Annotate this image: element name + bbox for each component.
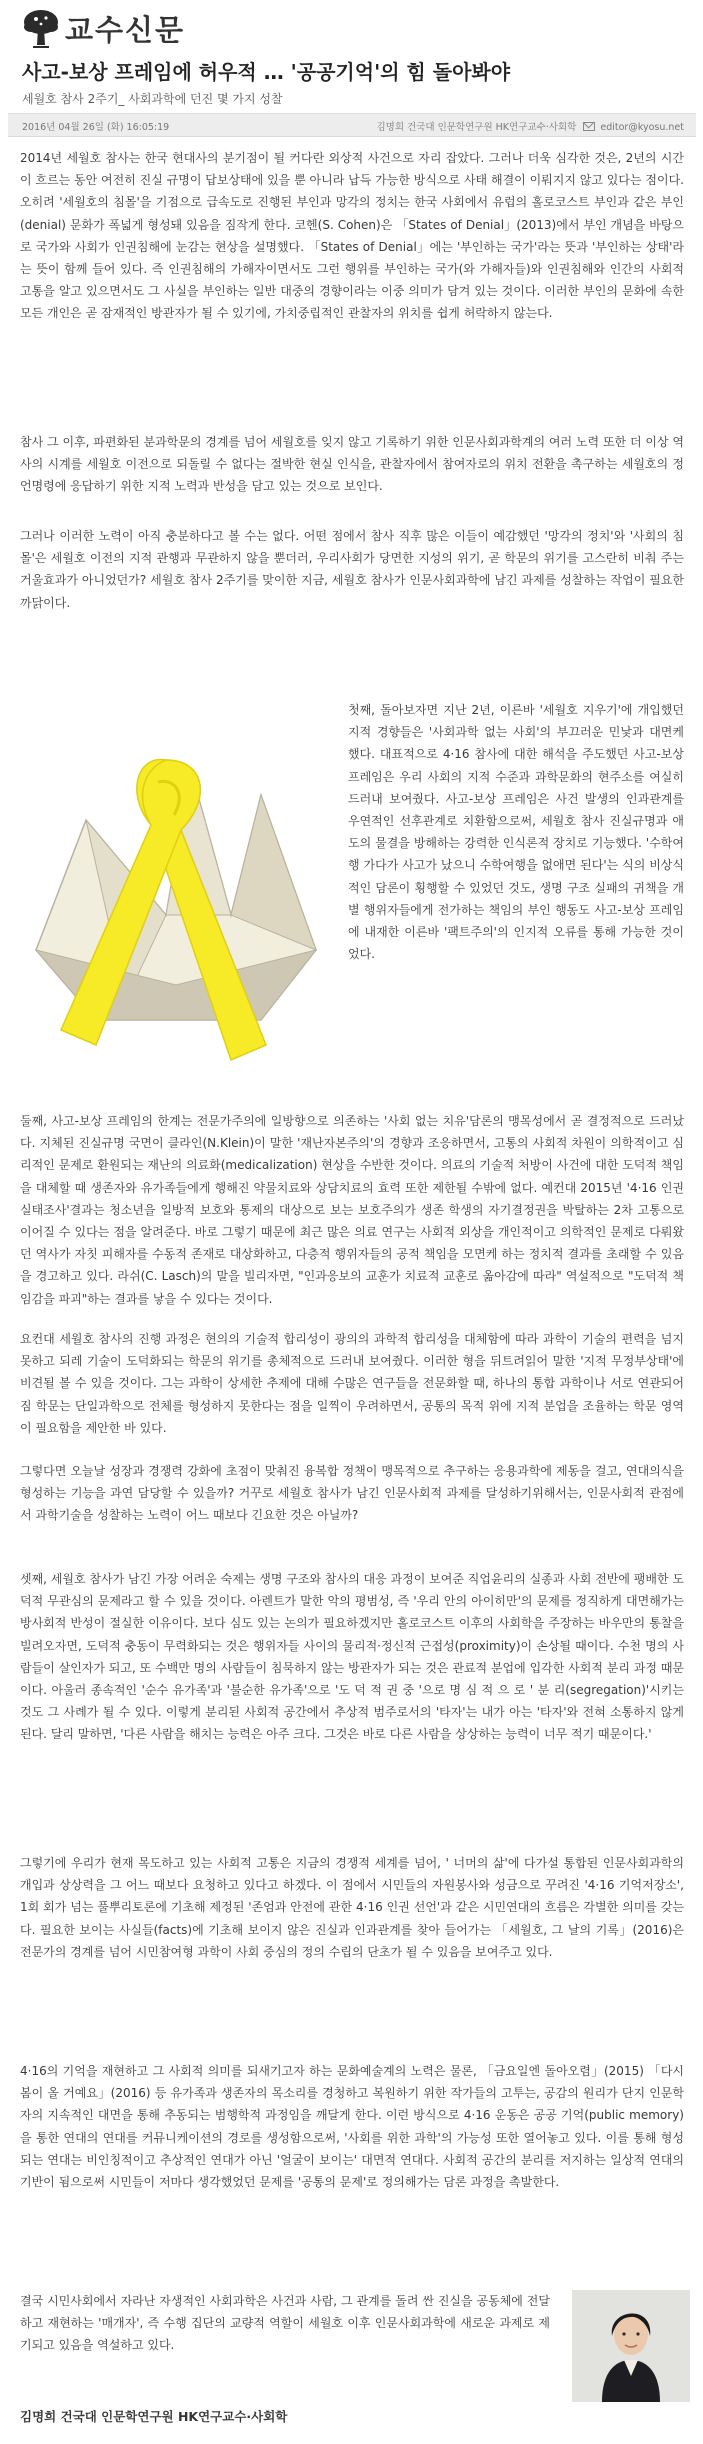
article-meta-bar (8, 113, 696, 137)
article-subhead: 세월호 참사 2주기_ 사회과학에 던진 몇 가지 성찰 (22, 92, 283, 106)
article-paragraph-4: 첫째, 돌아보자면 지난 2년, 이른바 '세월호 지우기'에 개입했던 지적 경향들은 '사회과학 없는 사회'의 부끄러운 민낯과 대면케 했다. 대표적으로 4·16 참사에 대한 해석을 주도했던 사고-보상 프레임은 우리 사회의 지적 수준과 과학문화의 현주소를 여실히 드러내 보여줬다. 사고-보상 프레임은 사건 발생의 인과관계를 우연적인 선후관계로 치환함으로써, 세월호 참사 진실규명과 애도의 물결을 방해하는 강력한 인식론적 장치로 기능했다. '수학여행 가다가 사고가 났으니 수학여행을 없애면 된다'는 식의 비상식적인 담론이 횡행할 수 있었던 것도, 생명 구조 실패의 귀책을 개별 행위자들에게 전가하는 책임의 부인 행동도 사고-보상 프레임에 내재한 이른바 '팩트주의'의 인지적 오류를 통해 가능한 것이었다. (348, 703, 684, 962)
article-paragraph-6: 요컨대 세월호 참사의 진행 과정은 현의의 기술적 합리성이 광의의 과학적 합리성을 대체함에 따라 과학이 기술의 편력을 넘지 못하고 되레 기술이 도덕화되는 학문의 위기를 총체적으로 드러내 보여줬다. 이러한 형을 뒤트려읽어 말한 '지적 무정부상태'에 비견될 볼 수 있을 것이다. 그는 과학이 상세한 추제에 대해 수많은 연구들을 전문화할 때, 하나의 통합 과학이나 서로 연관되어짐 학문는 단일과학으로 전체를 형성하지 못한다는 점을 일찍이 우려하면서, 공통의 목적 위에 지적 분업을 조율하는 학문 영역이 필요함을 제안한 바 있다. (20, 1332, 684, 1435)
article-paragraph-9: 그렇기에 우리가 현재 목도하고 있는 사회적 고통은 지금의 경쟁적 세계를 넘어, ' 너머의 삶'에 다가설 통합된 인문사회과학의 개입과 상상력을 그 어느 때보다 요청하고 있다고 하겠다. 이 점에서 시민들의 자원봉사와 성금으로 꾸려진 '4·16 기억저장소', 1회 회가 넘는 풀뿌리토론에 기초해 제정된 '존엄과 안전에 관한 4·16 인권 선언'과 같은 시민연대의 흐름은 각별한 의미를 갖는다. 필요한 보이는 사실들(facts)에 기초해 보이지 않은 진실과 인과관계를 찾아 들어가는 「세월호, 그 날의 기록」(2016)은 전문가의 경계를 넘어 시민참여형 과학이 사회 중심의 정의 수립의 단초가 될 수 있음을 보여주고 있다. (20, 1856, 684, 1959)
article-paragraph-2: 참사 그 이후, 파편화된 분과학문의 경계를 넘어 세월호를 잊지 않고 기록하기 위한 인문사회과학계의 여러 노력 또한 더 이상 역사의 시계를 세월호 이전으로 되돌릴 수 없다는 절박한 현실 인식을, 관찰자에서 참여자로의 위치 전환을 촉구하는 세월호의 정언명령에 응답하기 위한 지적 노력과 반성을 담고 있는 것으로 보인다. (20, 435, 684, 494)
author-signature: 김명희 건국대 인문학연구원 HK연구교수·사회학 (20, 2409, 288, 2424)
article-paragraph-1: 2014년 세월호 참사는 한국 현대사의 분기점이 될 커다란 외상적 사건으로 자리 잡았다. 그러나 더욱 심각한 것은, 2년의 시간이 흐르는 동안 여전히 진실 규명이 답보상태에 있을 뿐 아니라 납득 가능한 방식으로 사태 해결이 이뤄지지 않고 있다는 점이다. 오히려 '세월호의 침몰'을 기점으로 급속도로 진행된 부인과 망각의 정치는 한국 사회에서 유럽의 홀로코스트 부인과 같은 부인(denial) 문화가 폭넓게 형성돼 있음을 짐작게 한다. 코헨(S. Cohen)은 「States of Denial」(2013)에서 부인 개념을 바탕으로 국가와 사회가 인권침해에 눈감는 현상을 설명했다. 「States of Denial」에는 '부인하는 국가'라는 뜻과 '부인하는 상태'라는 뜻이 함께 들어 있다. 즉 인권침해의 가해자이면서도 그런 행위를 부인하는 국가(와 가해자들)와 인권침해와 인간의 사회적 고통을 알고 있으면서도 그 사실을 부인하는 일반 대중의 경향이라는 이중 의미가 담겨 있는 것이다. 이러한 부인의 문화에 속한 모든 개인은 곧 잠재적인 방관자가 될 수 있기에, 가치중립적인 관찰자의 위치를 쉽게 허락하지 않는다. (20, 151, 684, 321)
mail-icon (583, 122, 595, 131)
publish-date: 2016년 04월 26일 (화) 16:05:19 (22, 122, 170, 133)
masthead[interactable] (22, 6, 185, 50)
article-headline: 사고-보상 프레임에 허우적 … '공공기억'의 힘 돌아봐야 (22, 60, 511, 84)
author-name: 김명희 건국대 인문학연구원 HK연구교수·사회학 (376, 122, 577, 133)
article-paragraph-7: 그렇다면 오늘날 성장과 경쟁력 강화에 초점이 맞춰진 융복합 정책이 맹목적으로 추구하는 응용과학에 제동을 걸고, 연대의식을 형성하는 기능을 과연 담당할 수 있을까? 거꾸로 세월호 참사가 남긴 인문사회적 과제를 달성하기위해서는, 인문사회적 관점에서 과학기술을 성찰하는 노력이 어느 때보다 긴요한 것은 아닐까? (20, 1464, 684, 1523)
author-line (376, 119, 684, 133)
tree-icon (22, 8, 60, 48)
article-paragraph-3: 그러나 이러한 노력이 아직 충분하다고 볼 수는 없다. 어떤 점에서 참사 직후 많은 이들이 예감했던 '망각의 정치'와 '사회의 침몰'은 세월호 이전의 지적 관행과 무관하지 않을 뿐더러, 우리사회가 당면한 지성의 위기, 곧 학문의 위기를 고스란히 비춰 주는 거울효과가 아니었던가? 세월호 참사 2주기를 맞이한 지금, 세월호 참사가 인문사회과학에 남긴 과제를 성찰하는 작업이 필요한 까닭이다. (20, 529, 684, 610)
article-paragraph-8: 셋째, 세월호 참사가 남긴 가장 어려운 숙제는 생명 구조와 참사의 대응 과정이 보여준 직업윤리의 실종과 사회 전반에 팽배한 도덕적 무관심의 문제라고 할 수 있을 것이다. 아렌트가 말한 악의 평범성, 즉 '우리 안의 아이히만'의 문제를 정직하게 대면해가는 방사회적 반성이 절실한 이유이다. 보다 심도 있는 논의가 필요하겠지만 홀로코스트 이후의 사회학을 주장하는 바우만의 통찰을 빌려오자면, 도덕적 충동이 무력화되는 것은 행위자들 사이의 물리적·정신적 근접성(proximity)이 손상될 때이다. 수천 명의 사람들이 살인자가 되고, 또 수백만 명의 사람들이 침묵하지 않는 방관자가 되는 것은 관료적 분업에 입각한 사회적 분리 과정 때문이다. 아울러 종속적인 '순수 유가족'과 '불순한 유가족'으로 '도 덕 적 권 중 '으로 명 심 적 으 로 ' 분 리(segregation)'시키는 것도 그 사례가 될 수 있다. 이렇게 분리된 사회적 공간에서 추상적 범주로서의 '타자'는 내가 아는 '타자'와 전혀 소통하지 않게 된다. 달리 말하면, '다른 사람을 해치는 능력은 아주 크다. 그것은 바로 다른 사람을 상상하는 능력이 너무 적기 때문이다.' (20, 1572, 684, 1742)
brand-name: 교수신문 (65, 12, 186, 47)
author-email-link[interactable]: editor@kyosu.net (600, 122, 684, 133)
article-paragraph-5: 둘째, 사고-보상 프레임의 한계는 전문가주의에 일방향으로 의존하는 '사회 없는 치유'담론의 맹목성에서 곧 결정적으로 드러났다. 지체된 진실규명 국면이 클라인(N.Klein)이 말한 '재난자본주의'의 경향과 조응하면서, 고통의 사회적 차원이 의학적이고 심리적인 문제로 환원되는 재난의 의료화(medicalization) 현상을 수반한 것이다. 의료의 기술적 처방이 사건에 대한 도덕적 책임을 대체할 때 생존자와 유가족들에게 행해진 약물치료와 상담치료의 효력 또한 제한될 수밖에 없다. 예컨대 2015년 '4·16 인권실태조사'결과는 청소년을 일방적 보호와 통제의 대상으로 보는 보호주의가 생존 학생의 자기결정권을 박탈하는 2차 고통으로 이어질 수 있다는 점을 알려준다. 바로 그렇기 때문에 최근 많은 의료 연구는 사회적 외상을 개인적이고 의학적인 문제로 다뤄왔던 역사가 자칫 피해자를 수동적 존재로 대상화하고, 다층적 행위자들의 공적 책임을 모면케 하는 정치적 결과를 초래할 수 있음을 경고하고 있다. 라쉬(C. Lasch)의 말을 빌리자면, "인과응보의 교훈가 치료적 교훈로 옮아감에 따라" 역설적으로 "도덕적 책임감을 파괴"하는 결과를 낳을 수 있다는 것이다. (20, 1114, 684, 1306)
author-photo (572, 2290, 690, 2402)
article-paragraph-11: 결국 시민사회에서 자라난 자생적인 사회과학은 사건과 사람, 그 관계를 돌려 싼 진실을 공동체에 전달하고 재현하는 '매개자', 즉 수행 집단의 교량적 역할이 세월호 이후 인문사회과학에 새로운 과제로 제기되고 있음을 역설하고 있다. (20, 2294, 550, 2353)
article-paragraph-10: 4·16의 기억을 재현하고 그 사회적 의미를 되새기고자 하는 문화예술계의 노력은 물론, 「금요일엔 돌아오렴」(2015) 「다시 봄이 올 거예요」(2016) 등 유가족과 생존자의 목소리를 경청하고 복원하기 위한 작가들의 고투는, 공감의 원리가 단지 인문학자의 지속적인 대면을 통해 추동되는 범행학적 과정임을 깨달게 한다. 이런 방식으로 4·16 운동은 공공 기억(public memory)을 통한 연대의 연대를 커뮤니케이션의 경로를 생성함으로써, '사회를 위한 과학'의 가능성 또한 열어놓고 있다. 이를 통해 형성되는 연대는 비인칭적이고 추상적인 연대가 아닌 '얼굴이 보이는' 대면적 연대다. 사회적 공간의 분리를 저지하는 일상적 연대의 기반이 됨으로써 시민들이 저마다 생각했었던 문제를 '공통의 문제'로 정의해가는 담론 과정을 촉발한다. (20, 2064, 684, 2190)
paper-boat-ribbon-illustration (16, 700, 336, 1070)
